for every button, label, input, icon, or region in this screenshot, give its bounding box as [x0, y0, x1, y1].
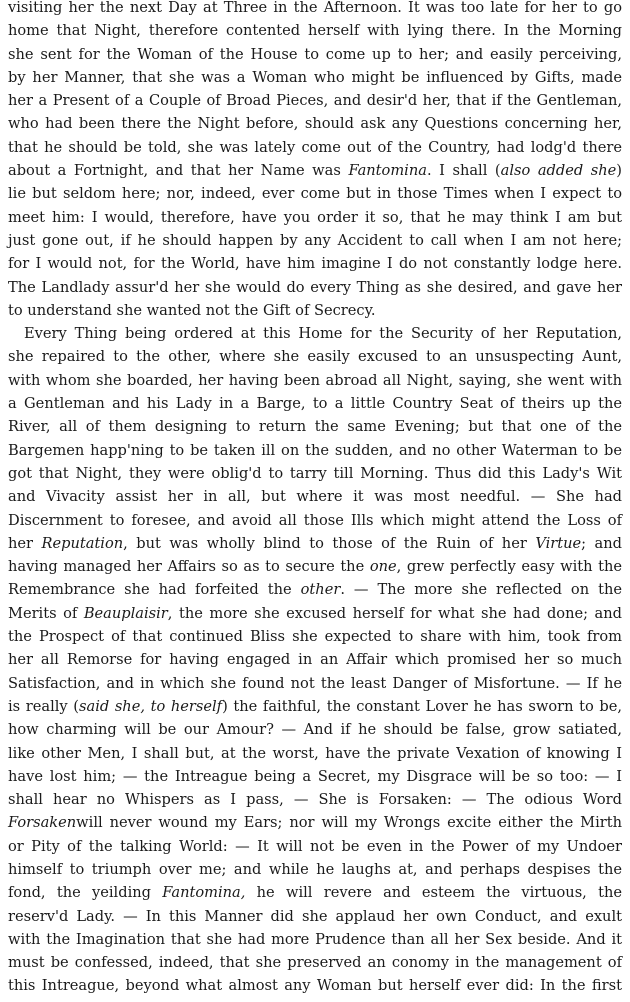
text-run: she sent for the Woman of the House to come up to her; and easily perceiving, [8, 45, 622, 63]
text-line [8, 182, 622, 205]
text-line [8, 159, 622, 182]
text-run: with whom she boarded, her having been abroad all Night, saying, she went with [8, 371, 622, 389]
text-line [8, 974, 622, 997]
paragraph [8, 322, 622, 998]
text-line [8, 0, 622, 19]
text-line [8, 765, 622, 788]
text-line [8, 555, 622, 578]
text-run: the Prospect of that continued Bliss she expected to share with him, took from [8, 628, 622, 646]
text-run: Bargemen happ'ning to be taken ill on the sudden, and no other Waterman to be [8, 441, 622, 459]
text-line [8, 299, 622, 322]
text-run: this Intreague, beyond what almost any Woman but herself ever did: In the first [8, 977, 622, 995]
text-line [8, 439, 622, 462]
text-run: Every Thing being ordered at this Home for the Security of her Reputation, [24, 325, 622, 343]
text-line [8, 858, 622, 881]
text-run: she repaired to the other, where she easily excused to an unsuspecting Aunt, [8, 348, 622, 366]
text-line [8, 532, 622, 555]
text-run: reserv'd Lady. — In this Manner did she applaud her own Conduct, and exult [8, 907, 622, 925]
text-run: meet him: I would, therefore, have you order it so, that he may think I am but [8, 208, 622, 226]
text-line [8, 415, 622, 438]
text-line [8, 509, 622, 532]
text-line [8, 928, 622, 951]
text-line [8, 19, 622, 42]
text-line [8, 462, 622, 485]
text-run: for I would not, for the World, have him imagine I do not constantly lodge here. [8, 255, 622, 273]
text-run: home that Night, therefore contented herself with lying there. In the Morning [8, 22, 622, 40]
italic-text: Fantomina [348, 162, 427, 180]
text-run: got that Night, they were oblig'd to tarry till Morning. Thus did this Lady's Wit [8, 464, 622, 482]
text-line [8, 811, 622, 834]
text-line [8, 695, 622, 718]
text-run: like other Men, I shall but, at the worst, have the private Vexation of knowing I [8, 744, 622, 762]
text-line [8, 485, 622, 508]
text-run: shall hear no Whispers as I pass, — She is Forsaken: — The odious Word [8, 791, 622, 809]
text-run: having managed her Affairs so as to secure the [8, 558, 370, 576]
text-line [8, 136, 622, 159]
body-text [8, 0, 622, 998]
text-run: will never wound my Ears; nor will my Wrongs excite either the Mirth [76, 814, 622, 832]
text-run: , the more she excused herself for what she had done; and [167, 604, 622, 622]
text-run: who had been there the Night before, should ask any Questions concerning her, [8, 115, 622, 133]
text-run: Remembrance she had forfeited the [8, 581, 301, 599]
text-run: The Landlady assur'd her she would do every Thing as she desired, and gave her [8, 278, 622, 296]
italic-text: Fantomina, [162, 884, 246, 902]
text-line [8, 648, 622, 671]
text-run: have lost him; — the Intreague being a Secret, my Disgrace will be so too: — I [8, 767, 622, 785]
text-run: ; and [581, 534, 622, 552]
italic-text: other [300, 581, 341, 599]
text-run: , grew perfectly easy with the [396, 558, 622, 576]
text-run: by her Manner, that she was a Woman who might be influenced by Gifts, made [8, 68, 622, 86]
text-run: is really ( [8, 697, 79, 715]
text-line [8, 881, 622, 904]
text-line [8, 625, 622, 648]
text-line [8, 43, 622, 66]
text-run: just gone out, if he should happen by any Accident to call when I am not here; [8, 231, 622, 249]
text-run: to understand she wanted not the Gift of Secrecy. [8, 301, 376, 319]
text-line [8, 392, 622, 415]
text-run: about a Fortnight, and that her Name was [8, 162, 349, 180]
text-line [8, 672, 622, 695]
text-run: and Vivacity assist her in all, but where it was most needful. — She had [8, 488, 622, 506]
text-run: Satisfaction, and in which she found not the least Danger of Misfortune. — If he [8, 674, 622, 692]
text-run: her [8, 534, 42, 552]
text-run: . I shall ( [426, 162, 501, 180]
text-run: he will revere and esteem the virtuous, the [245, 884, 622, 902]
text-run: fond, the yeilding [8, 884, 163, 902]
text-run: ) [616, 162, 622, 180]
italic-text: Forsaken [8, 814, 77, 832]
italic-text: Reputation [41, 534, 124, 552]
text-run: her all Remorse for having engaged in an Affair which promised her so much [8, 651, 622, 669]
text-run: lie but seldom here; nor, indeed, ever come but in those Times when I expect to [8, 185, 622, 203]
text-line [8, 578, 622, 601]
text-line [8, 835, 622, 858]
text-line [8, 229, 622, 252]
italic-text: said she, to herself [79, 697, 223, 715]
text-run: her a Present of a Couple of Broad Pieces, and desir'd her, that if the Gentleman, [8, 92, 622, 110]
text-line [8, 112, 622, 135]
text-line [8, 276, 622, 299]
text-line [8, 718, 622, 741]
paragraph [8, 0, 622, 322]
italic-text: also added she [500, 162, 617, 180]
italic-text: Virtue [535, 534, 582, 552]
text-run: . — The more she reflected on the [340, 581, 622, 599]
text-run: ) the faithful, the constant Lover he has sworn to be, [222, 697, 622, 715]
text-line [8, 345, 622, 368]
text-run: , but was wholly blind to those of the Ruin of her [123, 534, 536, 552]
text-line [8, 951, 622, 974]
text-line [8, 89, 622, 112]
text-run: Discernment to foresee, and avoid all those Ills which might attend the Loss of [8, 511, 622, 529]
text-run: River, all of them designing to return the same Evening; but that one of the [8, 418, 622, 436]
text-line [8, 742, 622, 765]
italic-text: Beauplaisir [83, 604, 168, 622]
text-line [8, 369, 622, 392]
text-run: with the Imagination that she had more Prudence than all her Sex beside. And it [8, 930, 622, 948]
text-line [8, 322, 622, 345]
text-run: or Pity of the talking World: — It will not be even in the Power of my Undoer [8, 837, 622, 855]
text-line [8, 905, 622, 928]
text-line [8, 66, 622, 89]
italic-text: one [369, 558, 397, 576]
text-line [8, 788, 622, 811]
text-run: a Gentleman and his Lady in a Barge, to a little Country Seat of theirs up the [8, 395, 622, 413]
text-run: how charming will be our Amour? — And if he should be false, grow satiated, [8, 721, 622, 739]
text-run: himself to triumph over me; and while he laughs at, and perhaps despises the [8, 860, 622, 878]
text-run: Merits of [8, 604, 84, 622]
text-run: must be confessed, indeed, that she preserved an conomy in the management of [8, 954, 622, 972]
text-line [8, 252, 622, 275]
text-line [8, 206, 622, 229]
text-line [8, 602, 622, 625]
text-run: visiting her the next Day at Three in the Afternoon. It was too late for her to go [8, 0, 622, 16]
text-run: that he should be told, she was lately come out of the Country, had lodg'd there [8, 138, 622, 156]
